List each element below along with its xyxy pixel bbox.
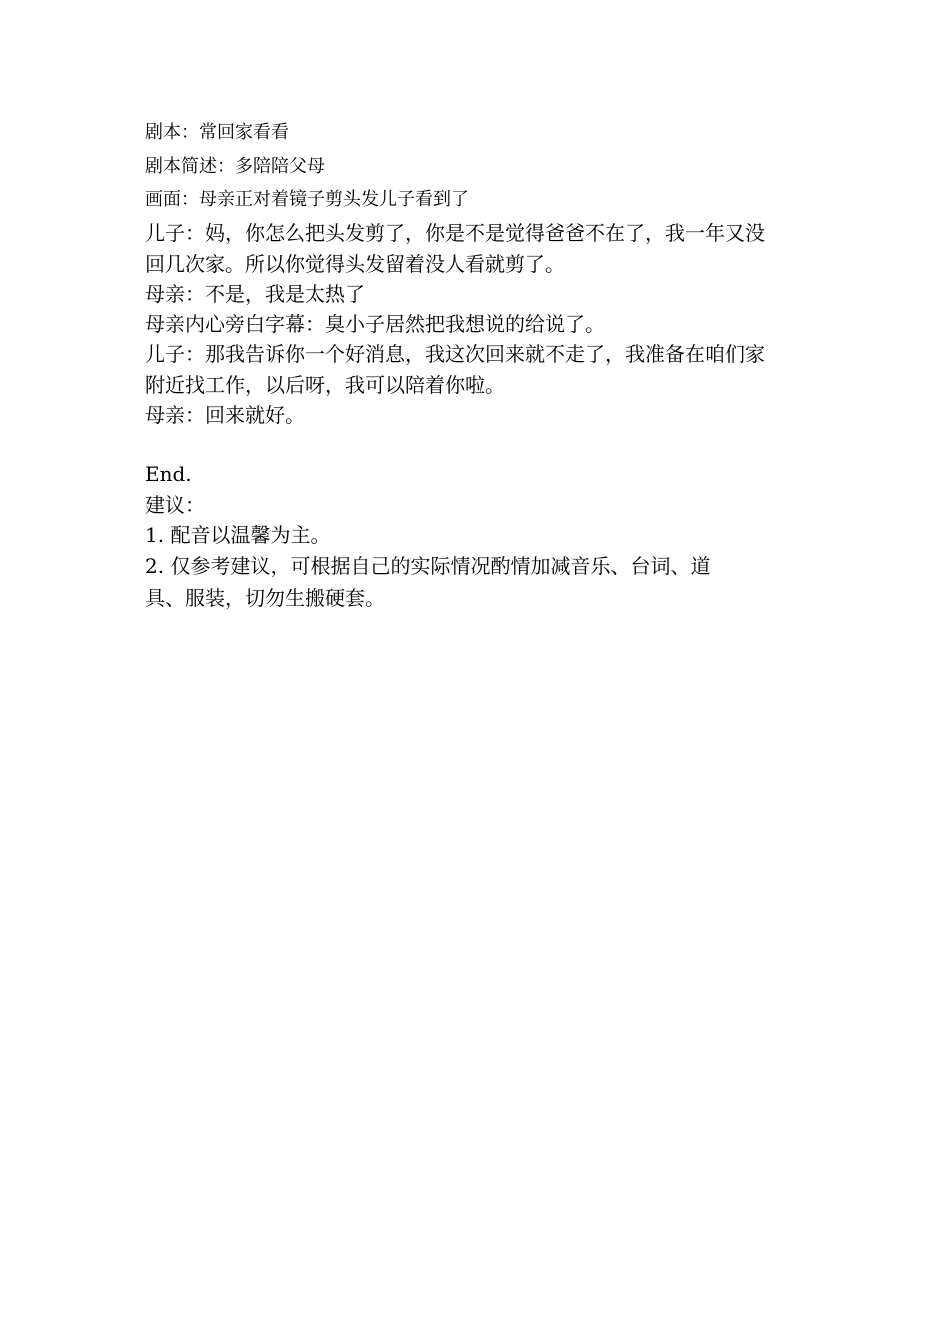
scene-description: 画面：母亲正对着镜子剪头发儿子看到了 [145,189,469,210]
script-summary: 剧本简述：多陪陪父母 [145,156,325,177]
dialogue-line: 儿子：妈，你怎么把头发剪了，你是不是觉得爸爸不在了，我一年又没 [145,221,765,245]
script-title: 剧本：常回家看看 [145,122,289,143]
suggestion-heading: 建议： [145,493,205,517]
dialogue-line: 母亲：回来就好。 [145,403,305,427]
suggestion-number: 2. [145,554,165,578]
suggestion-item [145,556,710,576]
dialogue-line: 母亲内心旁白字幕：臭小子居然把我想说的给说了。 [145,312,605,336]
end-marker: End. [145,462,192,486]
dialogue-line: 儿子：那我告诉你一个好消息，我这次回来就不走了，我准备在咱们家 [145,342,765,366]
suggestion-item [145,525,330,545]
suggestion-text: 配音以温馨为主。 [170,523,331,547]
suggestion-text: 仅参考建议，可根据自己的实际情况酌情加减音乐、台词、道 [170,554,711,578]
dialogue-line: 附近找工作，以后呀，我可以陪着你啦。 [145,373,505,397]
suggestion-number: 1. [145,523,165,547]
dialogue-line: 母亲：不是，我是太热了 [145,282,365,306]
dialogue-line: 回几次家。所以你觉得头发留着没人看就剪了。 [145,252,565,276]
suggestion-continuation: 具、服装，切勿生搬硬套。 [145,586,385,610]
